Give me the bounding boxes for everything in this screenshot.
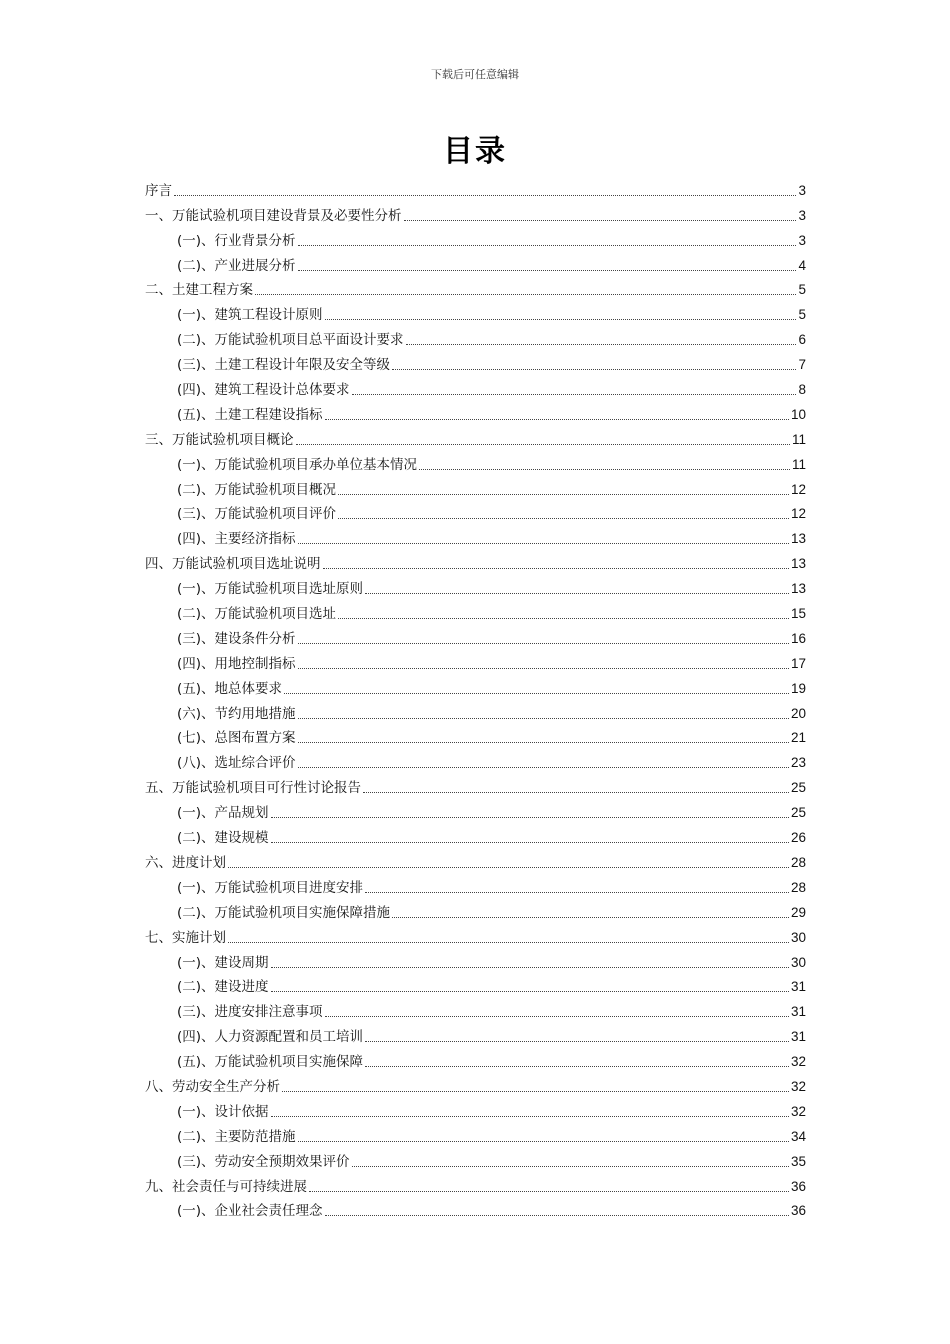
toc-entry[interactable] xyxy=(145,623,806,648)
toc-entry-label: (一)、设计依据 xyxy=(177,1103,269,1120)
toc-entry[interactable] xyxy=(145,872,806,897)
toc-entry[interactable] xyxy=(145,175,806,200)
toc-dot-leader xyxy=(392,368,796,370)
toc-entry-label: (八)、选址综合评价 xyxy=(177,755,296,772)
toc-dot-leader xyxy=(419,468,790,470)
toc-entry-page-number: 3 xyxy=(798,207,806,223)
toc-entry[interactable] xyxy=(145,996,806,1021)
toc-dot-leader xyxy=(298,667,789,669)
toc-entry-label: (二)、建设进度 xyxy=(177,979,269,996)
toc-entry[interactable] xyxy=(145,947,806,972)
toc-entry-page-number: 11 xyxy=(791,431,806,447)
toc-entry-page-number: 12 xyxy=(790,481,806,497)
toc-entry-label: 一、万能试验机项目建设背景及必要性分析 xyxy=(145,207,402,224)
toc-dot-leader xyxy=(228,866,789,868)
toc-entry-page-number: 13 xyxy=(790,556,806,572)
toc-entry-label: (一)、行业背景分析 xyxy=(177,232,296,249)
toc-entry-label: 二、土建工程方案 xyxy=(145,282,253,299)
toc-dot-leader xyxy=(406,343,797,345)
toc-entry[interactable] xyxy=(145,1046,806,1071)
toc-entry[interactable] xyxy=(145,897,806,922)
toc-entry[interactable] xyxy=(145,250,806,275)
toc-entry-label: 八、劳动安全生产分析 xyxy=(145,1078,280,1095)
toc-entry-page-number: 30 xyxy=(790,929,806,945)
toc-entry-page-number: 8 xyxy=(798,382,806,398)
toc-entry-page-number: 4 xyxy=(798,257,806,273)
toc-entry[interactable] xyxy=(145,1021,806,1046)
toc-entry[interactable] xyxy=(145,523,806,548)
toc-entry-page-number: 21 xyxy=(790,730,806,746)
toc-entry-label: (一)、万能试验机项目选址原则 xyxy=(177,581,364,598)
toc-entry[interactable] xyxy=(145,922,806,947)
toc-dot-leader xyxy=(365,891,789,893)
toc-dot-leader xyxy=(282,1090,789,1092)
toc-dot-leader xyxy=(365,592,789,594)
toc-entry[interactable] xyxy=(145,449,806,474)
toc-entry-label: 五、万能试验机项目可行性讨论报告 xyxy=(145,780,361,797)
toc-dot-leader xyxy=(338,493,789,495)
page-header-note: 下载后可任意编辑 xyxy=(431,68,519,81)
toc-entry[interactable] xyxy=(145,548,806,573)
toc-entry-label: (二)、万能试验机项目概况 xyxy=(177,481,337,498)
toc-entry-page-number: 10 xyxy=(790,406,806,422)
toc-entry[interactable] xyxy=(145,349,806,374)
toc-entry-page-number: 25 xyxy=(790,805,806,821)
toc-entry[interactable] xyxy=(145,1146,806,1171)
toc-dot-leader xyxy=(271,841,789,843)
toc-entry-label: (四)、用地控制指标 xyxy=(177,655,296,672)
toc-dot-leader xyxy=(298,717,789,719)
toc-entry-label: (三)、建设条件分析 xyxy=(177,630,296,647)
toc-dot-leader xyxy=(325,318,797,320)
toc-entry[interactable] xyxy=(145,324,806,349)
toc-entry-page-number: 32 xyxy=(790,1054,806,1070)
toc-entry-page-number: 6 xyxy=(798,332,806,348)
toc-entry-page-number: 31 xyxy=(790,1029,806,1045)
toc-entry[interactable] xyxy=(145,822,806,847)
toc-dot-leader xyxy=(365,1065,789,1067)
toc-entry[interactable] xyxy=(145,374,806,399)
toc-entry-page-number: 20 xyxy=(790,705,806,721)
toc-entry[interactable] xyxy=(145,299,806,324)
toc-entry[interactable] xyxy=(145,225,806,250)
toc-entry-label: (三)、劳动安全预期效果评价 xyxy=(177,1153,350,1170)
toc-entry-page-number: 32 xyxy=(790,1103,806,1119)
toc-entry-page-number: 30 xyxy=(790,954,806,970)
toc-entry-label: (一)、万能试验机项目承办单位基本情况 xyxy=(177,456,418,473)
toc-entry[interactable] xyxy=(145,972,806,997)
toc-dot-leader xyxy=(174,194,796,196)
toc-entry-page-number: 29 xyxy=(790,904,806,920)
toc-dot-leader xyxy=(404,219,797,221)
toc-dot-leader xyxy=(298,244,797,246)
toc-entry[interactable] xyxy=(145,499,806,524)
toc-entry-page-number: 5 xyxy=(798,307,806,323)
toc-dot-leader xyxy=(271,1115,789,1117)
toc-entry-page-number: 17 xyxy=(790,655,806,671)
toc-entry-label: (五)、地总体要求 xyxy=(177,680,283,697)
toc-dot-leader xyxy=(255,293,796,295)
toc-dot-leader xyxy=(323,567,789,569)
toc-entry-label: (五)、土建工程建设指标 xyxy=(177,406,323,423)
toc-dot-leader xyxy=(298,642,789,644)
toc-dot-leader xyxy=(325,1015,789,1017)
toc-entry-page-number: 32 xyxy=(790,1078,806,1094)
toc-entry-page-number: 3 xyxy=(798,232,806,248)
toc-entry-label: (一)、建设周期 xyxy=(177,954,269,971)
toc-entry[interactable] xyxy=(145,573,806,598)
toc-entry[interactable] xyxy=(145,723,806,748)
toc-entry[interactable] xyxy=(145,673,806,698)
toc-entry[interactable] xyxy=(145,1071,806,1096)
toc-entry-page-number: 35 xyxy=(790,1153,806,1169)
toc-entry-label: 序言 xyxy=(145,182,172,199)
toc-entry-label: 四、万能试验机项目选址说明 xyxy=(145,556,321,573)
toc-dot-leader xyxy=(284,692,789,694)
toc-dot-leader xyxy=(298,542,789,544)
toc-entry-label: (一)、产品规划 xyxy=(177,805,269,822)
toc-dot-leader xyxy=(309,1190,789,1192)
toc-entry[interactable] xyxy=(145,1196,806,1221)
toc-entry-page-number: 31 xyxy=(790,979,806,995)
toc-dot-leader xyxy=(363,791,789,793)
toc-entry-label: (三)、万能试验机项目评价 xyxy=(177,506,337,523)
toc-entry[interactable] xyxy=(145,648,806,673)
toc-entry-label: (三)、进度安排注意事项 xyxy=(177,1004,323,1021)
toc-entry-page-number: 13 xyxy=(790,531,806,547)
toc-dot-leader xyxy=(271,990,789,992)
table-of-contents xyxy=(145,175,806,1220)
toc-entry-page-number: 12 xyxy=(790,506,806,522)
toc-entry[interactable] xyxy=(145,200,806,225)
toc-entry[interactable] xyxy=(145,772,806,797)
toc-entry-page-number: 25 xyxy=(790,780,806,796)
toc-entry-label: 六、进度计划 xyxy=(145,854,226,871)
toc-dot-leader xyxy=(228,941,789,943)
toc-dot-leader xyxy=(298,741,789,743)
toc-dot-leader xyxy=(296,443,790,445)
toc-dot-leader xyxy=(352,393,797,395)
toc-entry[interactable] xyxy=(145,424,806,449)
toc-dot-leader xyxy=(298,1140,789,1142)
toc-entry[interactable] xyxy=(145,598,806,623)
toc-entry[interactable] xyxy=(145,1171,806,1196)
toc-entry-label: (四)、人力资源配置和员工培训 xyxy=(177,1029,364,1046)
toc-dot-leader xyxy=(352,1165,789,1167)
toc-entry-label: (二)、产业进展分析 xyxy=(177,257,296,274)
toc-entry[interactable] xyxy=(145,399,806,424)
toc-entry-label: (一)、建筑工程设计原则 xyxy=(177,307,323,324)
toc-title: 目录 xyxy=(443,134,507,169)
toc-entry-label: (六)、节约用地措施 xyxy=(177,705,296,722)
toc-entry-page-number: 36 xyxy=(790,1178,806,1194)
toc-dot-leader xyxy=(298,766,789,768)
toc-entry-page-number: 5 xyxy=(798,282,806,298)
toc-entry-label: (二)、建设规模 xyxy=(177,830,269,847)
toc-entry-page-number: 26 xyxy=(790,830,806,846)
toc-dot-leader xyxy=(338,517,789,519)
toc-dot-leader xyxy=(338,617,789,619)
toc-entry-label: (四)、主要经济指标 xyxy=(177,531,296,548)
toc-entry-page-number: 3 xyxy=(798,182,806,198)
toc-entry[interactable] xyxy=(145,747,806,772)
toc-entry-label: (一)、企业社会责任理念 xyxy=(177,1203,323,1220)
toc-entry-label: 七、实施计划 xyxy=(145,929,226,946)
toc-entry-page-number: 16 xyxy=(790,630,806,646)
toc-entry-page-number: 7 xyxy=(798,357,806,373)
toc-entry-page-number: 23 xyxy=(790,755,806,771)
toc-dot-leader xyxy=(325,1214,789,1216)
toc-entry-label: (二)、万能试验机项目实施保障措施 xyxy=(177,904,391,921)
toc-entry-page-number: 19 xyxy=(790,680,806,696)
toc-entry-label: (七)、总图布置方案 xyxy=(177,730,296,747)
toc-entry-page-number: 28 xyxy=(790,879,806,895)
toc-entry-page-number: 31 xyxy=(790,1004,806,1020)
toc-entry[interactable] xyxy=(145,275,806,300)
toc-entry[interactable] xyxy=(145,797,806,822)
toc-dot-leader xyxy=(365,1040,789,1042)
toc-entry-label: (二)、万能试验机项目总平面设计要求 xyxy=(177,332,404,349)
toc-entry-label: (二)、主要防范措施 xyxy=(177,1128,296,1145)
toc-dot-leader xyxy=(271,966,789,968)
toc-dot-leader xyxy=(298,269,797,271)
toc-entry-label: (一)、万能试验机项目进度安排 xyxy=(177,879,364,896)
toc-entry-page-number: 11 xyxy=(791,456,806,472)
toc-entry-label: (二)、万能试验机项目选址 xyxy=(177,606,337,623)
toc-entry[interactable] xyxy=(145,847,806,872)
toc-entry[interactable] xyxy=(145,474,806,499)
toc-entry-label: (五)、万能试验机项目实施保障 xyxy=(177,1054,364,1071)
toc-dot-leader xyxy=(271,816,789,818)
toc-entry-label: 九、社会责任与可持续进展 xyxy=(145,1178,307,1195)
toc-dot-leader xyxy=(392,916,789,918)
toc-entry[interactable] xyxy=(145,1096,806,1121)
toc-entry-label: (四)、建筑工程设计总体要求 xyxy=(177,382,350,399)
toc-entry-page-number: 34 xyxy=(790,1128,806,1144)
toc-entry-page-number: 36 xyxy=(790,1203,806,1219)
toc-entry[interactable] xyxy=(145,1121,806,1146)
toc-entry-page-number: 28 xyxy=(790,854,806,870)
toc-entry[interactable] xyxy=(145,698,806,723)
toc-entry-label: (三)、土建工程设计年限及安全等级 xyxy=(177,357,391,374)
toc-entry-page-number: 13 xyxy=(790,581,806,597)
toc-dot-leader xyxy=(325,418,789,420)
toc-entry-page-number: 15 xyxy=(790,606,806,622)
toc-entry-label: 三、万能试验机项目概论 xyxy=(145,431,294,448)
